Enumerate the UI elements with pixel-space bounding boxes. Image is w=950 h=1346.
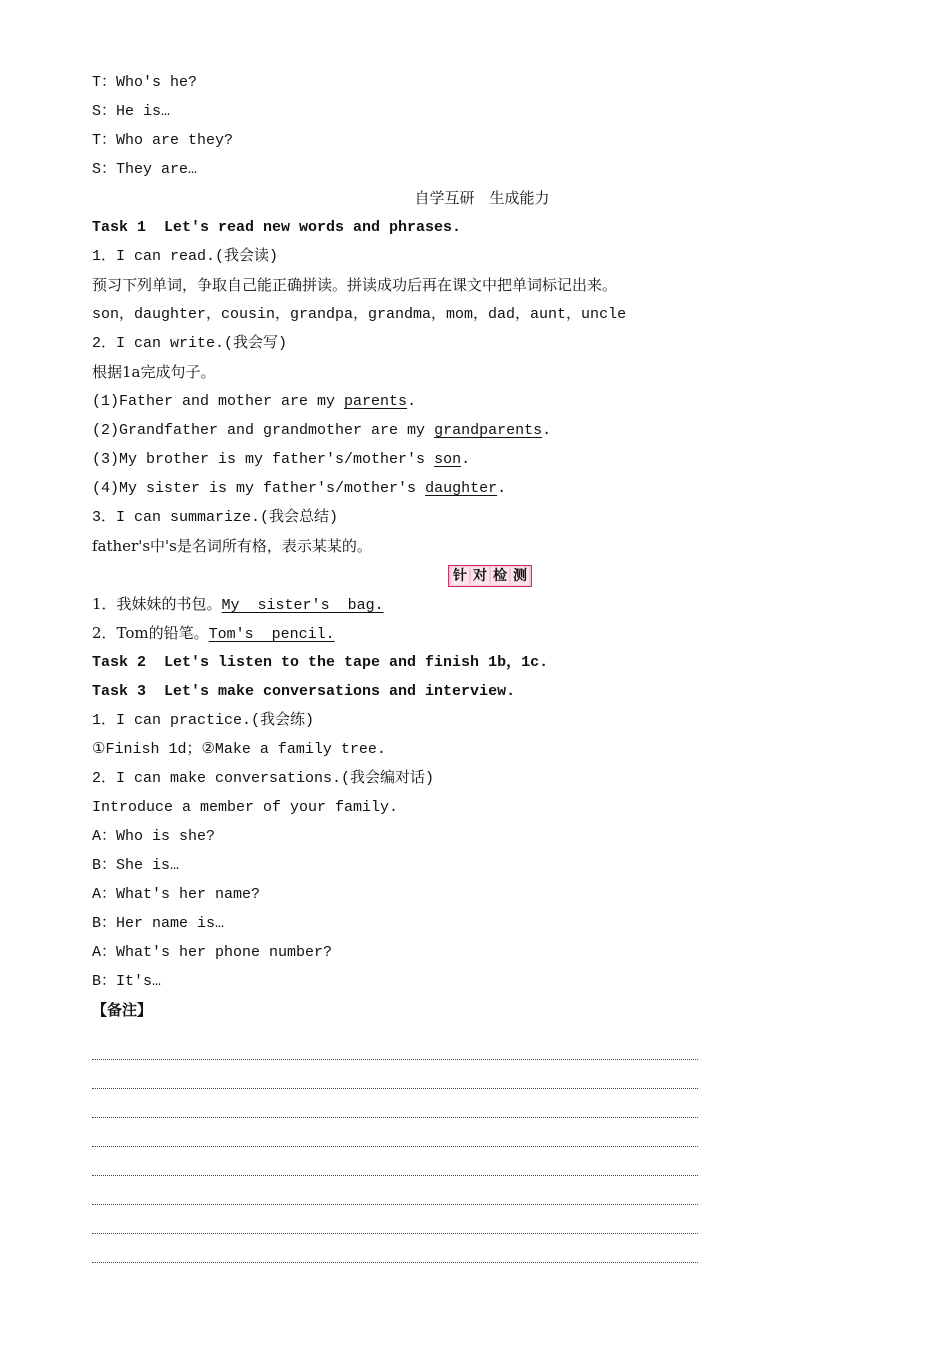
check-badge-row <box>92 561 872 590</box>
sentence-suffix: . <box>542 422 552 439</box>
notes-label: 【备注】 <box>92 1001 153 1019</box>
dialogue-line: T：Who's he? <box>92 74 198 91</box>
section-title: 自学互研 生成能力 <box>414 189 550 207</box>
sentence-text: (2)Grandfather and grandmother are my <box>92 422 435 439</box>
word-list: son，daughter，cousin，grandpa，grandma，mom，dad，aunt，uncle <box>92 306 627 323</box>
dialogue-line: S：He is… <box>92 103 171 120</box>
check-item-2 <box>92 619 872 648</box>
dialogue-line: A：Who is she? <box>92 828 216 845</box>
check-question: 1．我妹妹的书包。 <box>92 595 222 613</box>
answer-grandparents: grandparents <box>434 422 543 439</box>
sentence-suffix: . <box>461 451 471 468</box>
check-question: 2．Tom的铅笔。 <box>92 624 209 642</box>
sentence-1 <box>92 387 872 416</box>
badge-char: 检 <box>493 567 507 584</box>
check-answer: Tom's pencil. <box>208 626 335 643</box>
intro-dialogue <box>92 68 872 184</box>
task1-item1-label: 1．I can read.(我会读) <box>92 248 279 265</box>
note-line[interactable] <box>92 1118 698 1147</box>
dialogue-line: A：What's her phone number? <box>92 944 333 961</box>
answer-daughter: daughter <box>425 480 498 497</box>
answer-son: son <box>434 451 462 468</box>
dialogue-line: B：She is… <box>92 857 180 874</box>
dialogue-line: A：What's her name? <box>92 886 261 903</box>
badge-char: 对 <box>473 567 487 584</box>
worksheet-page <box>92 68 872 1263</box>
sentence-text: (3)My brother is my father's/mother's <box>92 451 435 468</box>
task2-title: Task 2 Let's listen to the tape and finish 1b，1c. <box>92 654 549 671</box>
task1-item1-instruction: 预习下列单词，争取自己能正确拼读。拼读成功后再在课文中把单词标记出来。 <box>92 276 618 294</box>
note-line[interactable] <box>92 1176 698 1205</box>
badge-char: 测 <box>513 567 527 584</box>
note-line[interactable] <box>92 1031 698 1060</box>
note-line[interactable] <box>92 1060 698 1089</box>
check-item-1 <box>92 590 872 619</box>
task3-item1-text: ①Finish 1d；②Make a family tree. <box>92 741 386 758</box>
sentence-suffix: . <box>497 480 507 497</box>
task3-item1-label: 1．I can practice.(我会练) <box>92 712 315 729</box>
answer-parents: parents <box>344 393 408 410</box>
note-line[interactable] <box>92 1205 698 1234</box>
notes-area[interactable] <box>92 1031 872 1263</box>
note-line[interactable] <box>92 1089 698 1118</box>
task1-title: Task 1 Let's read new words and phrases. <box>92 219 462 236</box>
task3-title: Task 3 Let's make conversations and interview. <box>92 683 516 700</box>
sentence-text: (4)My sister is my father's/mother's <box>92 480 426 497</box>
check-badge <box>448 565 532 587</box>
sentence-suffix: . <box>407 393 417 410</box>
sentence-2 <box>92 416 872 445</box>
dialogue-line: B：It's… <box>92 973 162 990</box>
task1-item2-label: 2．I can write.(我会写) <box>92 335 288 352</box>
note-line[interactable] <box>92 1234 698 1263</box>
task1-item3-text: father's中's是名词所有格，表示某某的。 <box>92 537 372 555</box>
note-line[interactable] <box>92 1147 698 1176</box>
task3-item2-text: Introduce a member of your family. <box>92 799 399 816</box>
sentence-4 <box>92 474 872 503</box>
check-answer: My sister's bag. <box>221 597 384 614</box>
task1-item3-label: 3．I can summarize.(我会总结) <box>92 509 339 526</box>
sentence-3 <box>92 445 872 474</box>
family-dialogue <box>92 822 872 996</box>
badge-char: 针 <box>453 567 467 584</box>
task3-item2-label: 2．I can make conversations.(我会编对话) <box>92 770 435 787</box>
dialogue-line: B：Her name is… <box>92 915 225 932</box>
dialogue-line: S：They are… <box>92 161 198 178</box>
task1-item2-instruction: 根据1a完成句子。 <box>92 363 216 381</box>
dialogue-line: T：Who are they? <box>92 132 234 149</box>
sentence-text: (1)Father and mother are my <box>92 393 345 410</box>
